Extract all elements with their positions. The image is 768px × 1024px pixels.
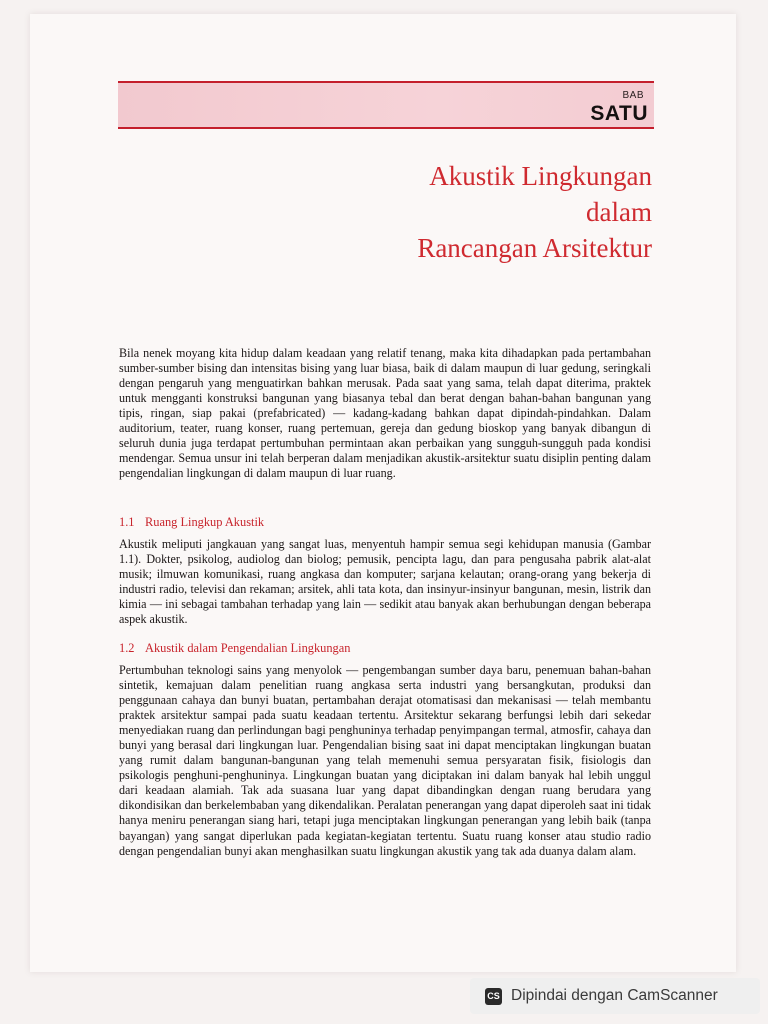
- watermark-label: Dipindai dengan CamScanner: [511, 987, 718, 1004]
- chapter-number: SATU: [590, 102, 648, 125]
- chapter-title-line: Rancangan Arsitektur: [417, 233, 652, 263]
- section-heading: [119, 641, 639, 656]
- camscanner-icon: CS: [485, 988, 502, 1005]
- chapter-banner: [118, 81, 654, 129]
- chapter-label: BAB: [622, 90, 644, 101]
- scanner-watermark: [470, 978, 760, 1014]
- section-paragraph: Akustik meliputi jangkauan yang sangat luas, menyentuh hampir semua segi kehidupan manusia (Gambar 1.1). Dokter, psikolog, audiolog dan biolog; pemusik, pencipta lagu, dan para pengusaha pabrik alat-alat musik; ilmuwan komunikasi, ruang angkasa dan komputer; sarjana kelautan; orang-orang yang bekerja di industri radio, televisi dan rekaman; arsitek, ahli tata kota, dan insinyur-insinyur bangunan, mesin, listrik dan kimia — ini sebagai tambahan terhadap yang lain — sedikit atau banyak akan berhubungan dengan beberapa aspek akustik.: [119, 537, 651, 627]
- section-number: 1.2: [119, 641, 135, 655]
- section-title: Ruang Lingkup Akustik: [145, 515, 265, 529]
- chapter-title-line: Akustik Lingkungan: [429, 161, 652, 191]
- section-heading: [119, 515, 639, 530]
- intro-paragraph: Bila nenek moyang kita hidup dalam keadaan yang relatif tenang, maka kita dihadapkan pada pertambahan sumber-sumber bising dan intensitas bising yang luar biasa, baik di dalam maupun di luar gedung, seringkali dengan pengaruh yang menguatirkan bahkan merusak. Pada saat yang sama, telah dapat diterima, praktek untuk mengganti konstruksi bangunan yang biasanya tebal dan berat dengan bahan-bahan bangunan yang tipis, ringan, siap pakai (prefabricated) — kadang-kadang bahkan dapat dipindah-pindahkan. Dalam auditorium, teater, ruang konser, ruang pertemuan, gereja dan gedung bioskop yang banyak dibangun di seluruh dunia juga terdapat pertumbuhan permintaan akan perbaikan yang sungguh-sungguh pada kondisi mendengar. Semua unsur ini telah berperan dalam menjadikan akustik-arsitektur suatu disiplin penting dalam pengendalian lingkungan di dalam maupun di luar ruang.: [119, 346, 651, 481]
- section-paragraph: Pertumbuhan teknologi sains yang menyolok — pengembangan sumber daya baru, penemuan bahan-bahan sintetik, kemajuan dalam penelitian ruang angkasa serta industri yang bersangkutan, produksi dan penggunaan cahaya dan bunyi buatan, pertambahan derajat otomatisasi dan mekanisasi — telah membantu praktek arsitektur sampai pada suatu keadaan tertentu. Arsitektur sekarang berfungsi lebih dari sekedar menyediakan ruang dan perlindungan bagi penghuninya terhadap penyimpangan termal, atmosfir, cahaya dan bunyi yang berasal dari lingkungan luar. Pengendalian bising saat ini dapat menciptakan lingkungan buatan yang rumit dalam bangunan-bangunan yang telah memenuhi semua persyaratan fisik, fisiologis dan psikologis penghuni-penghuninya. Lingkungan buatan yang diciptakan ini dalam banyak hal lebih unggul dari keadaan alamiah. Tak ada suasana luar yang dapat dibandingkan dengan ruang berudara yang dikondisikan dan berkelembaban yang dikendalikan. Peralatan penerangan yang dapat diperoleh saat ini tidak hanya meniru penerangan siang hari, tetapi juga menciptakan lingkungan penerangan yang lebih baik (tanpa bayangan) yang sangat diperlukan pada kegiatan-kegiatan tertentu. Suatu ruang konser atau studio radio dengan pengendalian bunyi akan menghasilkan suatu lingkungan akustik yang tak ada duanya dalam alam.: [119, 663, 651, 858]
- section-number: 1.1: [119, 515, 135, 529]
- section-title: Akustik dalam Pengendalian Lingkungan: [145, 641, 351, 655]
- chapter-title: [232, 158, 652, 266]
- chapter-title-line: dalam: [586, 197, 652, 227]
